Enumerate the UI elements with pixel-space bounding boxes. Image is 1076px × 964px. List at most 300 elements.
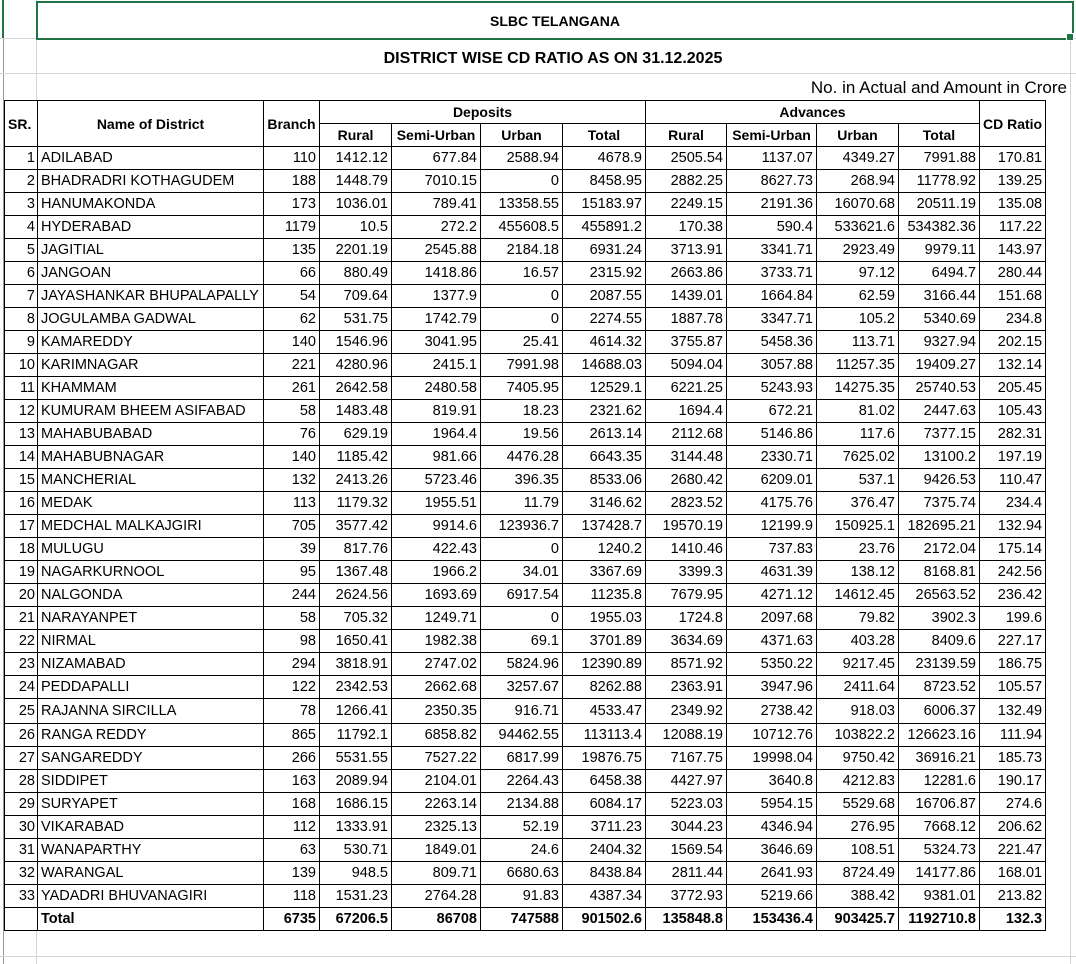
cd-ratio[interactable]: 132.49 [980, 699, 1046, 724]
deposit-urban[interactable]: 16.57 [481, 262, 563, 285]
deposit-semi-urban[interactable]: 3041.95 [392, 331, 481, 354]
deposit-urban[interactable]: 2184.18 [481, 239, 563, 262]
district-name[interactable]: KAMAREDDY [38, 331, 264, 354]
deposit-total[interactable]: 6458.38 [563, 770, 646, 793]
cd-ratio[interactable]: 105.57 [980, 676, 1046, 699]
deposit-urban[interactable]: 52.19 [481, 816, 563, 839]
cd-ratio[interactable]: 168.01 [980, 862, 1046, 885]
advance-rural[interactable]: 3772.93 [646, 885, 727, 908]
advance-total[interactable]: 9426.53 [899, 469, 980, 492]
cd-ratio[interactable]: 151.68 [980, 285, 1046, 308]
branch-count[interactable]: 66 [264, 262, 320, 285]
advance-semi-urban[interactable]: 5146.86 [727, 423, 817, 446]
advance-semi-urban[interactable]: 4346.94 [727, 816, 817, 839]
deposit-semi-urban[interactable]: 2747.02 [392, 653, 481, 676]
district-name[interactable]: RANGA REDDY [38, 724, 264, 747]
district-name[interactable]: BHADRADRI KOTHAGUDEM [38, 170, 264, 193]
deposit-urban[interactable]: 2588.94 [481, 147, 563, 170]
advance-rural[interactable]: 12088.19 [646, 724, 727, 747]
district-name[interactable]: ADILABAD [38, 147, 264, 170]
row-sr[interactable]: 13 [5, 423, 38, 446]
advance-urban[interactable]: 117.6 [817, 423, 899, 446]
deposit-rural[interactable]: 2201.19 [320, 239, 392, 262]
advance-urban[interactable]: 403.28 [817, 630, 899, 653]
district-name[interactable]: JAGITIAL [38, 239, 264, 262]
deposit-rural[interactable]: 1036.01 [320, 193, 392, 216]
advance-urban[interactable]: 105.2 [817, 308, 899, 331]
advance-total[interactable]: 1192710.8 [899, 908, 980, 931]
row-sr[interactable]: 22 [5, 630, 38, 653]
row-sr[interactable]: 4 [5, 216, 38, 239]
advance-semi-urban[interactable]: 5954.15 [727, 793, 817, 816]
branch-count[interactable]: 118 [264, 885, 320, 908]
advance-rural[interactable]: 8571.92 [646, 653, 727, 676]
deposit-urban[interactable]: 11.79 [481, 492, 563, 515]
advance-urban[interactable]: 533621.6 [817, 216, 899, 239]
cd-ratio[interactable]: 274.6 [980, 793, 1046, 816]
advance-urban[interactable]: 103822.2 [817, 724, 899, 747]
deposit-urban[interactable]: 13358.55 [481, 193, 563, 216]
cd-ratio[interactable]: 282.31 [980, 423, 1046, 446]
advance-urban[interactable]: 23.76 [817, 538, 899, 561]
deposit-semi-urban[interactable]: 789.41 [392, 193, 481, 216]
deposit-total[interactable]: 137428.7 [563, 515, 646, 538]
advance-urban[interactable]: 7625.02 [817, 446, 899, 469]
cd-ratio[interactable]: 170.81 [980, 147, 1046, 170]
cd-ratio[interactable]: 197.19 [980, 446, 1046, 469]
advance-total[interactable]: 14177.86 [899, 862, 980, 885]
advance-total[interactable]: 26563.52 [899, 584, 980, 607]
deposit-total[interactable]: 455891.2 [563, 216, 646, 239]
advance-rural[interactable]: 3144.48 [646, 446, 727, 469]
advance-total[interactable]: 534382.36 [899, 216, 980, 239]
deposit-semi-urban[interactable]: 2764.28 [392, 885, 481, 908]
deposit-rural[interactable]: 3577.42 [320, 515, 392, 538]
advance-semi-urban[interactable]: 5219.66 [727, 885, 817, 908]
row-sr[interactable]: 16 [5, 492, 38, 515]
advance-urban[interactable]: 16070.68 [817, 193, 899, 216]
advance-rural[interactable]: 2505.54 [646, 147, 727, 170]
deposit-rural[interactable]: 2642.58 [320, 377, 392, 400]
branch-count[interactable]: 113 [264, 492, 320, 515]
branch-count[interactable]: 63 [264, 839, 320, 862]
row-sr[interactable]: 12 [5, 400, 38, 423]
advance-urban[interactable]: 14612.45 [817, 584, 899, 607]
deposit-rural[interactable]: 5531.55 [320, 747, 392, 770]
cd-ratio[interactable]: 221.47 [980, 839, 1046, 862]
cd-ratio[interactable]: 105.43 [980, 400, 1046, 423]
cd-ratio[interactable]: 185.73 [980, 747, 1046, 770]
branch-count[interactable]: 58 [264, 607, 320, 630]
cd-ratio[interactable]: 202.15 [980, 331, 1046, 354]
advance-rural[interactable]: 1694.4 [646, 400, 727, 423]
advance-semi-urban[interactable]: 3057.88 [727, 354, 817, 377]
deposit-total[interactable]: 2315.92 [563, 262, 646, 285]
deposit-total[interactable]: 2274.55 [563, 308, 646, 331]
cd-ratio[interactable]: 175.14 [980, 538, 1046, 561]
advance-urban[interactable]: 62.59 [817, 285, 899, 308]
row-sr[interactable]: 33 [5, 885, 38, 908]
deposit-urban[interactable]: 0 [481, 285, 563, 308]
deposit-semi-urban[interactable]: 1249.71 [392, 607, 481, 630]
deposit-total[interactable]: 6084.17 [563, 793, 646, 816]
advance-rural[interactable]: 135848.8 [646, 908, 727, 931]
advance-rural[interactable]: 3044.23 [646, 816, 727, 839]
deposit-rural[interactable]: 1546.96 [320, 331, 392, 354]
row-sr[interactable]: 26 [5, 724, 38, 747]
deposit-rural[interactable]: 1412.12 [320, 147, 392, 170]
district-name[interactable]: PEDDAPALLI [38, 676, 264, 699]
advance-total[interactable]: 36916.21 [899, 747, 980, 770]
deposit-urban[interactable]: 5824.96 [481, 653, 563, 676]
district-name[interactable]: SANGAREDDY [38, 747, 264, 770]
advance-total[interactable]: 7375.74 [899, 492, 980, 515]
cd-ratio[interactable]: 110.47 [980, 469, 1046, 492]
deposit-semi-urban[interactable]: 272.2 [392, 216, 481, 239]
district-name[interactable]: NALGONDA [38, 584, 264, 607]
deposit-semi-urban[interactable]: 809.71 [392, 862, 481, 885]
deposit-total[interactable]: 4533.47 [563, 699, 646, 724]
advance-semi-urban[interactable]: 153436.4 [727, 908, 817, 931]
advance-rural[interactable]: 3755.87 [646, 331, 727, 354]
advance-rural[interactable]: 4427.97 [646, 770, 727, 793]
deposit-total[interactable]: 3367.69 [563, 561, 646, 584]
branch-count[interactable]: 76 [264, 423, 320, 446]
advance-total[interactable]: 7377.15 [899, 423, 980, 446]
branch-count[interactable]: 221 [264, 354, 320, 377]
advance-total[interactable]: 12281.6 [899, 770, 980, 793]
cd-ratio[interactable]: 143.97 [980, 239, 1046, 262]
district-name[interactable]: JAYASHANKAR BHUPALAPALLY [38, 285, 264, 308]
deposit-semi-urban[interactable]: 1418.86 [392, 262, 481, 285]
deposit-total[interactable]: 3701.89 [563, 630, 646, 653]
row-sr[interactable]: 21 [5, 607, 38, 630]
advance-urban[interactable]: 138.12 [817, 561, 899, 584]
deposit-urban[interactable]: 747588 [481, 908, 563, 931]
row-sr[interactable]: 10 [5, 354, 38, 377]
advance-semi-urban[interactable]: 2641.93 [727, 862, 817, 885]
deposit-semi-urban[interactable]: 2662.68 [392, 676, 481, 699]
deposit-rural[interactable]: 1179.32 [320, 492, 392, 515]
district-name[interactable]: JOGULAMBA GADWAL [38, 308, 264, 331]
advance-semi-urban[interactable]: 5243.93 [727, 377, 817, 400]
branch-count[interactable]: 139 [264, 862, 320, 885]
district-name[interactable]: VIKARABAD [38, 816, 264, 839]
deposit-rural[interactable]: 1185.42 [320, 446, 392, 469]
deposit-urban[interactable]: 91.83 [481, 885, 563, 908]
advance-urban[interactable]: 2411.64 [817, 676, 899, 699]
deposit-semi-urban[interactable]: 1849.01 [392, 839, 481, 862]
selected-title-cell[interactable] [36, 1, 1074, 40]
advance-semi-urban[interactable]: 4371.63 [727, 630, 817, 653]
advance-total[interactable]: 6006.37 [899, 699, 980, 724]
district-name[interactable]: HANUMAKONDA [38, 193, 264, 216]
advance-rural[interactable]: 7167.75 [646, 747, 727, 770]
branch-count[interactable]: 110 [264, 147, 320, 170]
advance-rural[interactable]: 1887.78 [646, 308, 727, 331]
deposit-rural[interactable]: 2342.53 [320, 676, 392, 699]
deposit-urban[interactable]: 916.71 [481, 699, 563, 724]
advance-urban[interactable]: 150925.1 [817, 515, 899, 538]
cd-ratio[interactable]: 132.14 [980, 354, 1046, 377]
branch-count[interactable]: 58 [264, 400, 320, 423]
deposit-total[interactable]: 4614.32 [563, 331, 646, 354]
advance-rural[interactable]: 170.38 [646, 216, 727, 239]
deposit-semi-urban[interactable]: 819.91 [392, 400, 481, 423]
cd-ratio[interactable]: 111.94 [980, 724, 1046, 747]
advance-total[interactable]: 11778.92 [899, 170, 980, 193]
deposit-semi-urban[interactable]: 2325.13 [392, 816, 481, 839]
advance-total[interactable]: 8723.52 [899, 676, 980, 699]
deposit-rural[interactable]: 2089.94 [320, 770, 392, 793]
advance-rural[interactable]: 3713.91 [646, 239, 727, 262]
advance-semi-urban[interactable]: 1137.07 [727, 147, 817, 170]
row-sr[interactable]: 18 [5, 538, 38, 561]
advance-total[interactable]: 23139.59 [899, 653, 980, 676]
district-name[interactable]: NIRMAL [38, 630, 264, 653]
advance-urban[interactable]: 376.47 [817, 492, 899, 515]
advance-urban[interactable]: 97.12 [817, 262, 899, 285]
deposit-semi-urban[interactable]: 2350.35 [392, 699, 481, 724]
advance-semi-urban[interactable]: 1664.84 [727, 285, 817, 308]
row-sr[interactable]: 30 [5, 816, 38, 839]
district-name[interactable]: NIZAMABAD [38, 653, 264, 676]
deposit-urban[interactable]: 94462.55 [481, 724, 563, 747]
branch-count[interactable]: 168 [264, 793, 320, 816]
cd-ratio[interactable]: 186.75 [980, 653, 1046, 676]
deposit-rural[interactable]: 705.32 [320, 607, 392, 630]
deposit-urban[interactable]: 0 [481, 538, 563, 561]
deposit-urban[interactable]: 19.56 [481, 423, 563, 446]
district-name[interactable]: NAGARKURNOOL [38, 561, 264, 584]
deposit-rural[interactable]: 817.76 [320, 538, 392, 561]
advance-rural[interactable]: 2882.25 [646, 170, 727, 193]
deposit-semi-urban[interactable]: 981.66 [392, 446, 481, 469]
deposit-urban[interactable]: 7991.98 [481, 354, 563, 377]
advance-semi-urban[interactable]: 5458.36 [727, 331, 817, 354]
advance-urban[interactable]: 81.02 [817, 400, 899, 423]
branch-count[interactable]: 705 [264, 515, 320, 538]
deposit-rural[interactable]: 629.19 [320, 423, 392, 446]
deposit-rural[interactable]: 530.71 [320, 839, 392, 862]
district-name[interactable]: SURYAPET [38, 793, 264, 816]
fill-handle[interactable] [1066, 33, 1074, 41]
deposit-urban[interactable]: 396.35 [481, 469, 563, 492]
row-sr[interactable]: 14 [5, 446, 38, 469]
row-sr[interactable]: 25 [5, 699, 38, 724]
advance-total[interactable]: 2172.04 [899, 538, 980, 561]
advance-semi-urban[interactable]: 3341.71 [727, 239, 817, 262]
cd-ratio[interactable]: 117.22 [980, 216, 1046, 239]
row-sr[interactable]: 9 [5, 331, 38, 354]
branch-count[interactable]: 6735 [264, 908, 320, 931]
row-sr[interactable]: 6 [5, 262, 38, 285]
row-sr[interactable]: 23 [5, 653, 38, 676]
deposit-total[interactable]: 1240.2 [563, 538, 646, 561]
deposit-semi-urban[interactable]: 9914.6 [392, 515, 481, 538]
branch-count[interactable]: 1179 [264, 216, 320, 239]
advance-rural[interactable]: 2680.42 [646, 469, 727, 492]
deposit-semi-urban[interactable]: 2480.58 [392, 377, 481, 400]
deposit-semi-urban[interactable]: 677.84 [392, 147, 481, 170]
deposit-total[interactable]: 901502.6 [563, 908, 646, 931]
advance-semi-urban[interactable]: 4175.76 [727, 492, 817, 515]
branch-count[interactable]: 865 [264, 724, 320, 747]
row-sr[interactable]: 3 [5, 193, 38, 216]
deposit-total[interactable]: 8458.95 [563, 170, 646, 193]
advance-total[interactable]: 8168.81 [899, 561, 980, 584]
branch-count[interactable]: 98 [264, 630, 320, 653]
district-name[interactable]: HYDERABAD [38, 216, 264, 239]
advance-total[interactable]: 16706.87 [899, 793, 980, 816]
branch-count[interactable]: 163 [264, 770, 320, 793]
branch-count[interactable]: 140 [264, 446, 320, 469]
deposit-urban[interactable]: 6917.54 [481, 584, 563, 607]
advance-semi-urban[interactable]: 19998.04 [727, 747, 817, 770]
branch-count[interactable]: 294 [264, 653, 320, 676]
row-sr[interactable]: 11 [5, 377, 38, 400]
deposit-total[interactable]: 8262.88 [563, 676, 646, 699]
advance-total[interactable]: 7991.88 [899, 147, 980, 170]
advance-total[interactable]: 3902.3 [899, 607, 980, 630]
branch-count[interactable]: 140 [264, 331, 320, 354]
row-sr[interactable]: 17 [5, 515, 38, 538]
advance-semi-urban[interactable]: 2097.68 [727, 607, 817, 630]
deposit-rural[interactable]: 880.49 [320, 262, 392, 285]
row-sr[interactable]: 5 [5, 239, 38, 262]
district-name[interactable]: MANCHERIAL [38, 469, 264, 492]
advance-rural[interactable]: 2823.52 [646, 492, 727, 515]
deposit-semi-urban[interactable]: 86708 [392, 908, 481, 931]
deposit-rural[interactable]: 11792.1 [320, 724, 392, 747]
branch-count[interactable]: 261 [264, 377, 320, 400]
branch-count[interactable]: 132 [264, 469, 320, 492]
advance-total[interactable]: 126623.16 [899, 724, 980, 747]
deposit-semi-urban[interactable]: 422.43 [392, 538, 481, 561]
deposit-total[interactable]: 12529.1 [563, 377, 646, 400]
cd-ratio[interactable]: 236.42 [980, 584, 1046, 607]
deposit-total[interactable]: 15183.97 [563, 193, 646, 216]
advance-rural[interactable]: 3399.3 [646, 561, 727, 584]
district-name[interactable]: KARIMNAGAR [38, 354, 264, 377]
deposit-semi-urban[interactable]: 1693.69 [392, 584, 481, 607]
branch-count[interactable]: 122 [264, 676, 320, 699]
district-name[interactable]: RAJANNA SIRCILLA [38, 699, 264, 724]
cd-ratio[interactable]: 199.6 [980, 607, 1046, 630]
cd-ratio[interactable]: 213.82 [980, 885, 1046, 908]
advance-rural[interactable]: 2363.91 [646, 676, 727, 699]
row-sr[interactable]: 20 [5, 584, 38, 607]
advance-total[interactable]: 7668.12 [899, 816, 980, 839]
deposit-rural[interactable]: 10.5 [320, 216, 392, 239]
cd-ratio[interactable]: 242.56 [980, 561, 1046, 584]
deposit-rural[interactable]: 948.5 [320, 862, 392, 885]
cd-ratio[interactable]: 234.8 [980, 308, 1046, 331]
deposit-rural[interactable]: 67206.5 [320, 908, 392, 931]
advance-total[interactable]: 8409.6 [899, 630, 980, 653]
deposit-urban[interactable]: 0 [481, 170, 563, 193]
deposit-urban[interactable]: 25.41 [481, 331, 563, 354]
deposit-urban[interactable]: 6817.99 [481, 747, 563, 770]
advance-total[interactable]: 182695.21 [899, 515, 980, 538]
deposit-semi-urban[interactable]: 1955.51 [392, 492, 481, 515]
advance-semi-urban[interactable]: 8627.73 [727, 170, 817, 193]
advance-urban[interactable]: 8724.49 [817, 862, 899, 885]
cd-ratio[interactable]: 132.94 [980, 515, 1046, 538]
row-sr[interactable]: 8 [5, 308, 38, 331]
advance-urban[interactable]: 4349.27 [817, 147, 899, 170]
deposit-semi-urban[interactable]: 1742.79 [392, 308, 481, 331]
deposit-urban[interactable]: 4476.28 [481, 446, 563, 469]
row-sr[interactable]: 24 [5, 676, 38, 699]
branch-count[interactable]: 62 [264, 308, 320, 331]
branch-count[interactable]: 54 [264, 285, 320, 308]
advance-semi-urban[interactable]: 3733.71 [727, 262, 817, 285]
branch-count[interactable]: 188 [264, 170, 320, 193]
advance-total[interactable]: 2447.63 [899, 400, 980, 423]
advance-semi-urban[interactable]: 5350.22 [727, 653, 817, 676]
advance-urban[interactable]: 5529.68 [817, 793, 899, 816]
advance-rural[interactable]: 6221.25 [646, 377, 727, 400]
row-sr[interactable]: 15 [5, 469, 38, 492]
branch-count[interactable]: 39 [264, 538, 320, 561]
advance-semi-urban[interactable]: 2330.71 [727, 446, 817, 469]
deposit-total[interactable]: 3146.62 [563, 492, 646, 515]
deposit-semi-urban[interactable]: 7010.15 [392, 170, 481, 193]
deposit-rural[interactable]: 1266.41 [320, 699, 392, 724]
branch-count[interactable]: 244 [264, 584, 320, 607]
advance-rural[interactable]: 1410.46 [646, 538, 727, 561]
branch-count[interactable]: 173 [264, 193, 320, 216]
district-name[interactable]: YADADRI BHUVANAGIRI [38, 885, 264, 908]
advance-urban[interactable]: 4212.83 [817, 770, 899, 793]
row-sr[interactable]: 32 [5, 862, 38, 885]
deposit-total[interactable]: 4678.9 [563, 147, 646, 170]
advance-urban[interactable]: 9750.42 [817, 747, 899, 770]
row-sr[interactable]: 31 [5, 839, 38, 862]
advance-total[interactable]: 9327.94 [899, 331, 980, 354]
advance-rural[interactable]: 2249.15 [646, 193, 727, 216]
advance-urban[interactable]: 2923.49 [817, 239, 899, 262]
deposit-rural[interactable]: 4280.96 [320, 354, 392, 377]
deposit-total[interactable]: 113113.4 [563, 724, 646, 747]
cd-ratio[interactable]: 227.17 [980, 630, 1046, 653]
advance-urban[interactable]: 9217.45 [817, 653, 899, 676]
row-sr[interactable] [5, 908, 38, 931]
advance-urban[interactable]: 388.42 [817, 885, 899, 908]
cd-ratio[interactable]: 135.08 [980, 193, 1046, 216]
advance-total[interactable]: 6494.7 [899, 262, 980, 285]
deposit-semi-urban[interactable]: 2104.01 [392, 770, 481, 793]
advance-rural[interactable]: 2112.68 [646, 423, 727, 446]
cd-ratio[interactable]: 132.3 [980, 908, 1046, 931]
advance-rural[interactable]: 5094.04 [646, 354, 727, 377]
advance-rural[interactable]: 2663.86 [646, 262, 727, 285]
advance-rural[interactable]: 1439.01 [646, 285, 727, 308]
row-sr[interactable]: 29 [5, 793, 38, 816]
deposit-urban[interactable]: 6680.63 [481, 862, 563, 885]
advance-semi-urban[interactable]: 672.21 [727, 400, 817, 423]
district-name[interactable]: MEDAK [38, 492, 264, 515]
advance-rural[interactable]: 5223.03 [646, 793, 727, 816]
deposit-semi-urban[interactable]: 1966.2 [392, 561, 481, 584]
deposit-urban[interactable]: 3257.67 [481, 676, 563, 699]
row-sr[interactable]: 27 [5, 747, 38, 770]
district-name[interactable]: MAHABUBABAD [38, 423, 264, 446]
advance-total[interactable]: 9979.11 [899, 239, 980, 262]
advance-urban[interactable]: 11257.35 [817, 354, 899, 377]
deposit-urban[interactable]: 0 [481, 607, 563, 630]
